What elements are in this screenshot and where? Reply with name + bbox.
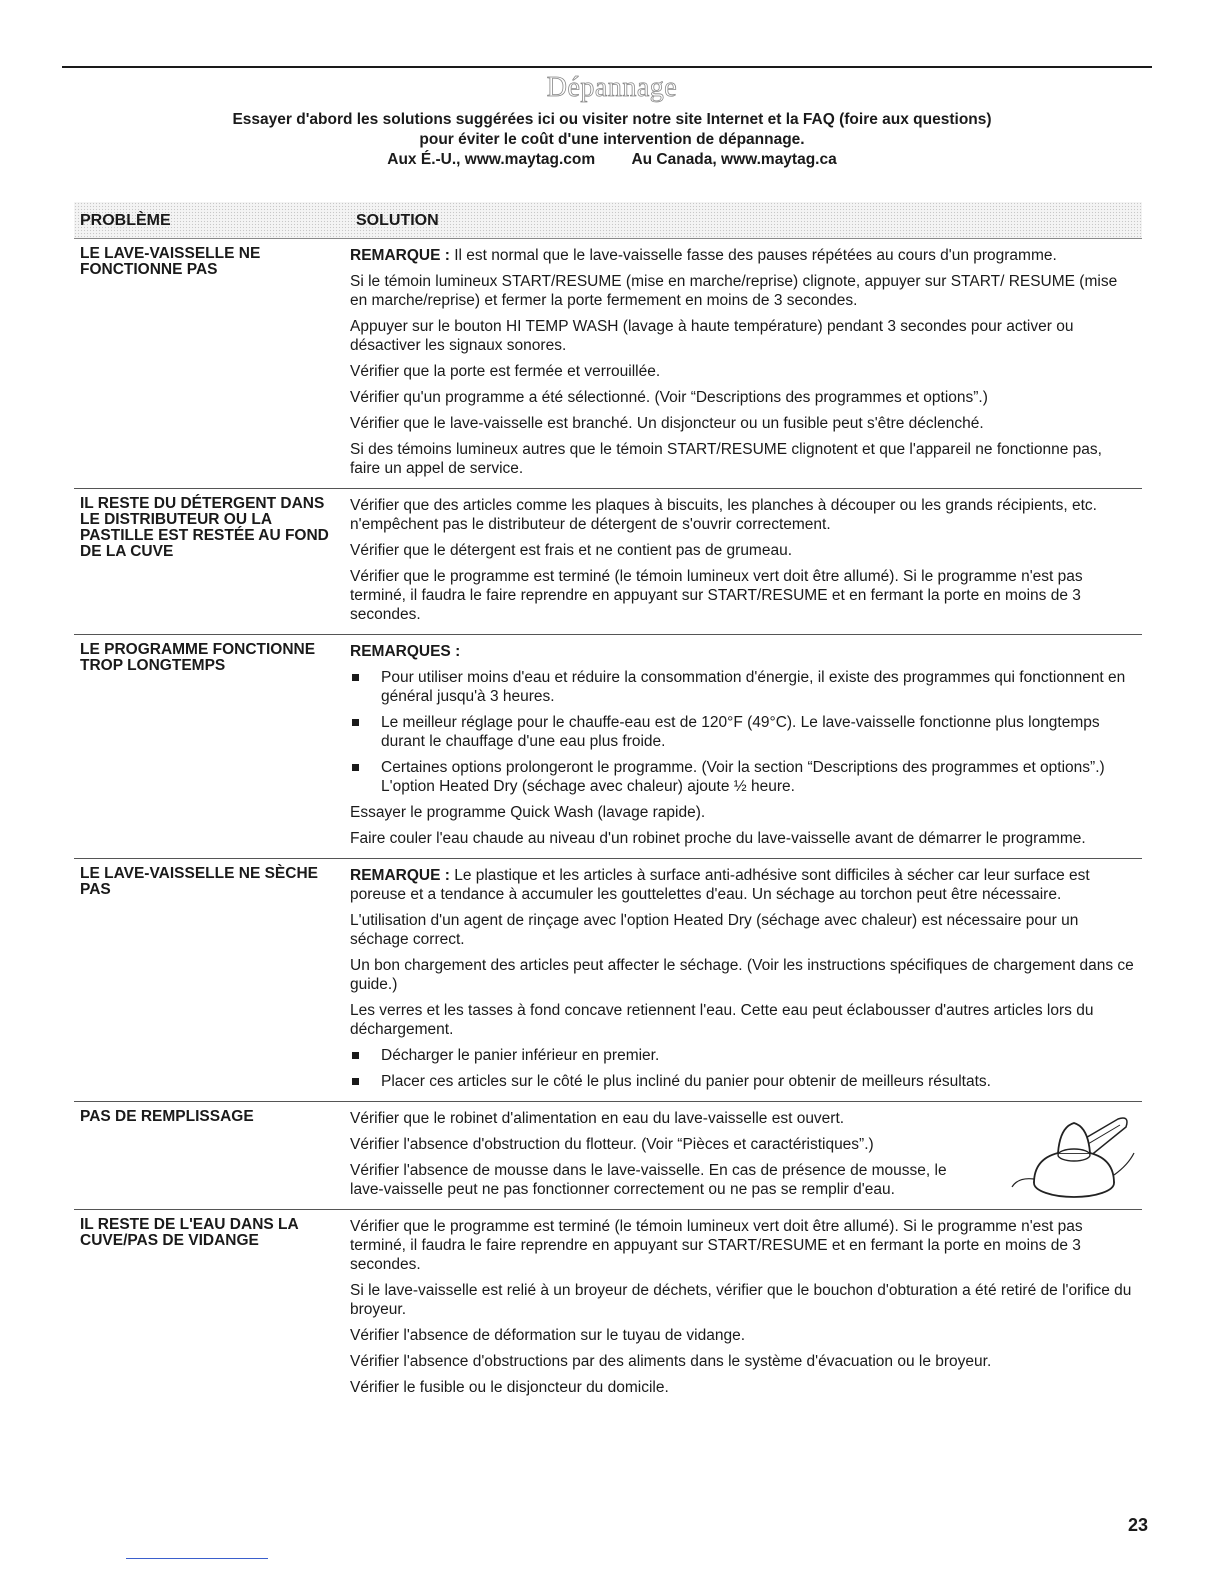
header-solution: SOLUTION (356, 212, 439, 229)
solution-item: Un bon chargement des articles peut affecter le séchage. (Voir les instructions spécifiques de chargement dans ce guide.) (350, 957, 1134, 993)
table-row (74, 859, 1142, 1102)
solution-cell (350, 1109, 1142, 1206)
solution-item: Vérifier l'absence d'obstructions par des aliments dans le système d'évacuation ou le broyeur. (350, 1353, 992, 1370)
table-row (74, 1210, 1142, 1407)
bullet-item: Placer ces articles sur le côté le plus incliné du panier pour obtenir de meilleurs résultats. (350, 1072, 1136, 1091)
solution-item: Vérifier le fusible ou le disjoncteur du domicile. (350, 1379, 669, 1396)
problem-cell: LE LAVE-VAISSELLE NE FONCTIONNE PAS (80, 245, 261, 278)
solution-item: Vérifier qu'un programme a été sélectionné. (Voir “Descriptions des programmes et options”.) (350, 389, 988, 406)
solution-item: Vérifier que des articles comme les plaques à biscuits, les planches à découper ou les grands récipients, etc. n'empêchent pas le distributeur de détergent de s'ouvrir correctement. (350, 497, 1097, 533)
remarks-label: REMARQUES : (350, 643, 461, 660)
float-switch-icon (1008, 1113, 1138, 1203)
bullet-item: Pour utiliser moins d'eau et réduire la consommation d'énergie, il existe des programmes qui fonctionnent en général jusqu'à 3 heures. (350, 668, 1136, 706)
solution-item: Si des témoins lumineux autres que le témoin START/RESUME clignotent et que l'appareil ne fonctionne pas, faire un appel de service. (350, 441, 1102, 477)
solution-item: Si le lave-vaisselle est relié à un broyeur de déchets, vérifier que le bouchon d'obturation a été retiré de l'orifice du broyeur. (350, 1282, 1132, 1318)
note-text: Le plastique et les articles à surface anti-adhésive sont difficiles à sécher car leur surface est poreuse et a tendance à accumuler les gouttelettes d'eau. Un séchage au torchon peut être nécessaire. (350, 867, 1090, 903)
intro-links (0, 150, 1224, 170)
solution-item: Vérifier que le lave-vaisselle est branché. Un disjoncteur ou un fusible peut s'être déclenché. (350, 415, 984, 432)
solution-item: Vérifier que le détergent est frais et ne contient pas de grumeau. (350, 542, 793, 559)
solution-item: Vérifier que le programme est terminé (le témoin lumineux vert doit être allumé). Si le programme n'est pas terminé, il faudra le faire reprendre en appuyant sur START/RESUME et en fermant la porte en moins de 3 secondes. (350, 1218, 1083, 1273)
problem-cell: IL RESTE DE L'EAU DANS LA CUVE/PAS DE VIDANGE (80, 1216, 299, 1249)
table-row (74, 489, 1142, 635)
top-rule (62, 66, 1152, 68)
solution-item: Faire couler l'eau chaude au niveau d'un robinet proche du lave-vaisselle avant de démarrer le programme. (350, 830, 1086, 847)
solution-cell (350, 246, 1142, 485)
intro-line-1: Essayer d'abord les solutions suggérées ici ou visiter notre site Internet et la FAQ (foire aux questions) (232, 111, 992, 128)
table-header (74, 202, 1142, 239)
table-row (74, 635, 1142, 859)
solution-item: Vérifier que le programme est terminé (le témoin lumineux vert doit être allumé). Si le programme n'est pas terminé, il faudra le faire reprendre en appuyant sur START/RESUME et en fermant la porte en moins de 3 secondes. (350, 568, 1083, 623)
problem-cell: LE LAVE-VAISSELLE NE SÈCHE PAS (80, 865, 318, 898)
note-label: REMARQUE : (350, 247, 450, 264)
problem-cell: LE PROGRAMME FONCTIONNE TROP LONGTEMPS (80, 641, 316, 674)
problem-cell: IL RESTE DU DÉTERGENT DANS LE DISTRIBUTEUR OU LA PASTILLE EST RESTÉE AU FOND DE LA CUVE (80, 495, 329, 560)
solution-item: Appuyer sur le bouton HI TEMP WASH (lavage à haute température) pendant 3 secondes pour activer ou désactiver les signaux sonores. (350, 318, 1074, 354)
page-number: 23 (1128, 1515, 1149, 1535)
problem-cell: PAS DE REMPLISSAGE (80, 1108, 254, 1125)
solution-item: Essayer le programme Quick Wash (lavage rapide). (350, 804, 706, 821)
solution-item: Vérifier l'absence d'obstruction du flotteur. (Voir “Pièces et caractéristiques”.) (350, 1136, 874, 1153)
bullet-item: Décharger le panier inférieur en premier. (350, 1046, 1136, 1065)
intro-line-2: pour éviter le coût d'une intervention de dépannage. (419, 131, 805, 148)
note-text: Il est normal que le lave-vaisselle fasse des pauses répétées au cours d'un programme. (449, 247, 1057, 264)
ca-website-link[interactable]: Au Canada, www.maytag.ca (631, 151, 837, 168)
troubleshooting-table (74, 202, 1142, 1407)
solution-cell (350, 866, 1142, 1098)
solution-item: Vérifier l'absence de mousse dans le lave-vaisselle. En cas de présence de mousse, le lave-vaisselle peut ne pas fonctionner correctement ou ne pas se remplir d'eau. (350, 1162, 947, 1198)
us-website-link[interactable]: Aux É.-U., www.maytag.com (387, 151, 596, 168)
solution-cell (350, 642, 1142, 855)
bullet-item: Le meilleur réglage pour le chauffe-eau est de 120°F (49°C). Le lave-vaisselle fonctionne plus longtemps durant le chauffage d'une eau plus froide. (350, 713, 1136, 751)
solution-item: Vérifier l'absence de déformation sur le tuyau de vidange. (350, 1327, 746, 1344)
note (350, 866, 1136, 904)
bullet-item: Certaines options prolongeront le programme. (Voir la section “Descriptions des programmes et options”.) L'option Heated Dry (séchage avec chaleur) ajoute ½ heure. (350, 758, 1136, 796)
header-problem: PROBLÈME (80, 212, 171, 229)
page-title: Dépannage (546, 72, 678, 103)
solution-item: Si le témoin lumineux START/RESUME (mise en marche/reprise) clignote, appuyer sur START/ RESUME (mise en marche/reprise) et fermer la porte fermement en moins de 3 secondes. (350, 273, 1118, 309)
intro-text (0, 110, 1224, 170)
solution-item: L'utilisation d'un agent de rinçage avec l'option Heated Dry (séchage avec chaleur) est nécessaire pour un séchage correct. (350, 912, 1079, 948)
footer-link-rule (126, 1558, 268, 1559)
solution-cell (350, 496, 1142, 631)
note (350, 246, 1136, 265)
note-label: REMARQUE : (350, 867, 450, 884)
solution-item: Vérifier que le robinet d'alimentation en eau du lave-vaisselle est ouvert. (350, 1110, 845, 1127)
table-row (74, 239, 1142, 489)
solution-cell (350, 1217, 1142, 1404)
solution-item: Vérifier que la porte est fermée et verrouillée. (350, 363, 661, 380)
solution-item: Les verres et les tasses à fond concave retiennent l'eau. Cette eau peut éclabousser d'autres articles lors du déchargement. (350, 1002, 1094, 1038)
table-row (74, 1102, 1142, 1210)
